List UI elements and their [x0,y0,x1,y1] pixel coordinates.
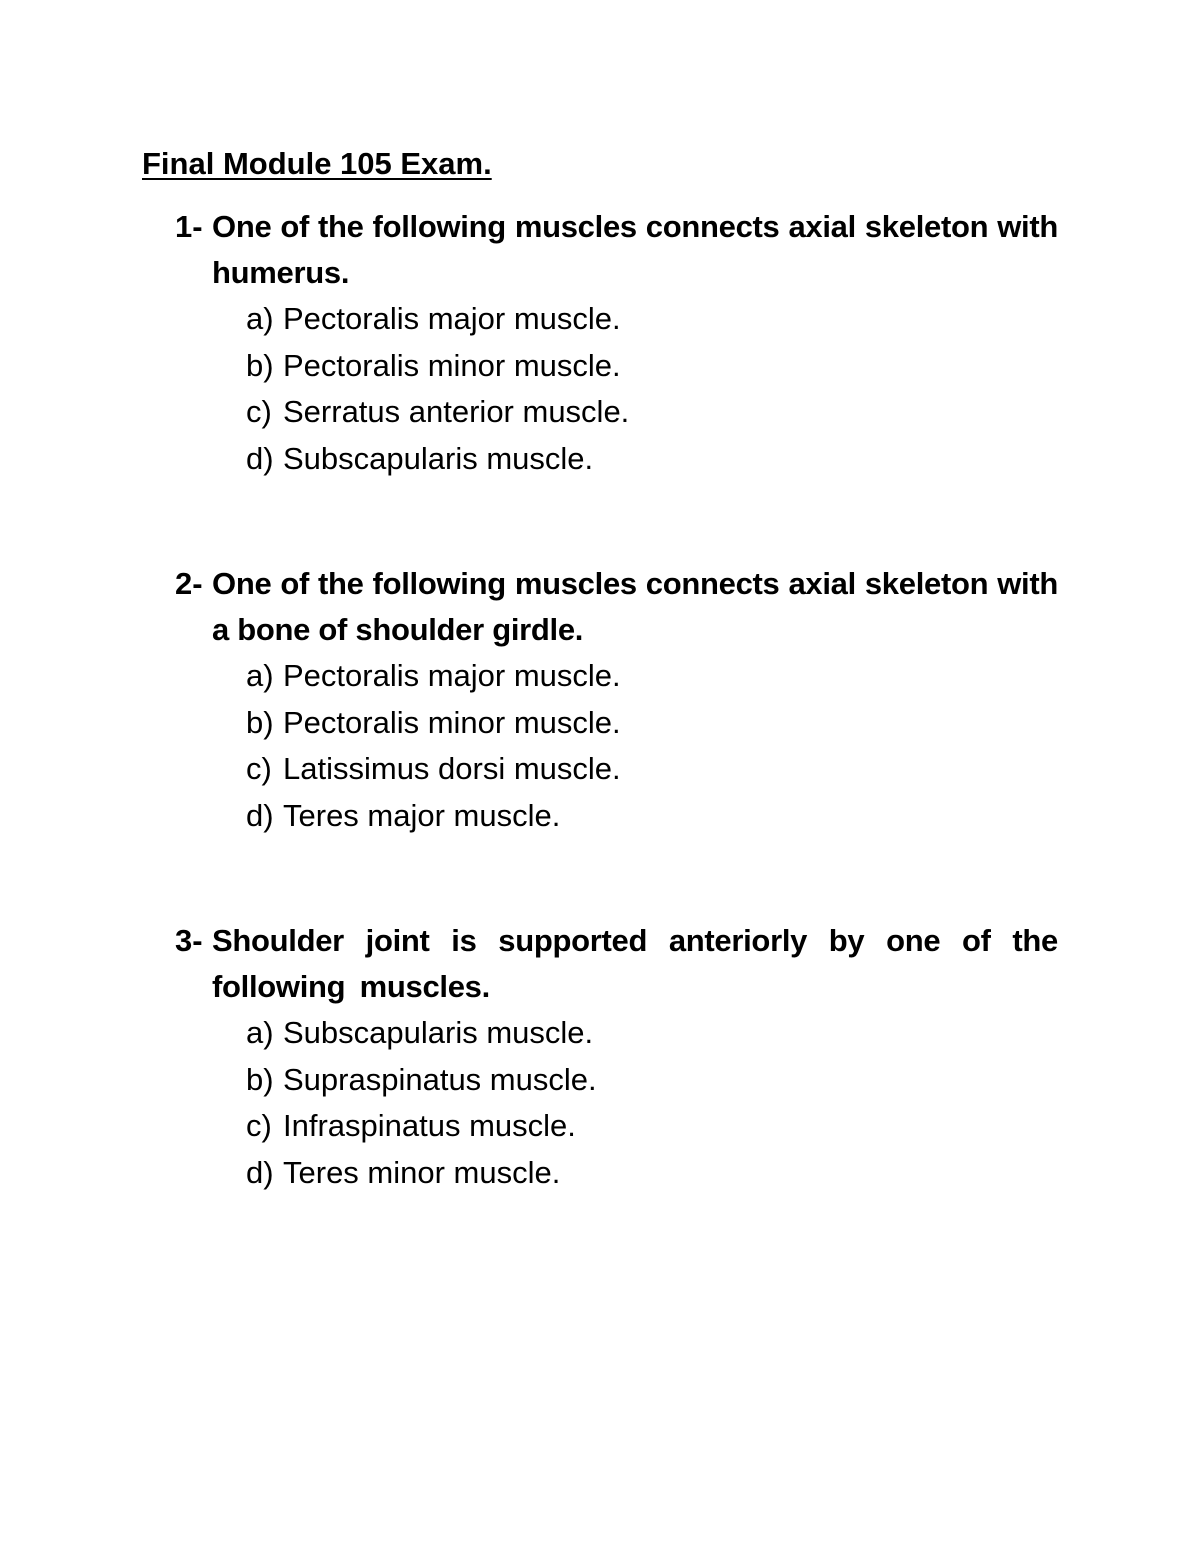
option-text: Pectoralis major muscle. [283,658,621,693]
question-stem [175,918,1058,1010]
option-list [175,1010,1058,1196]
option-text: Latissimus dorsi muscle. [283,751,621,786]
option-b [175,700,1058,747]
option-letter: a) [246,658,274,693]
question-2 [175,561,1058,839]
option-c [175,1103,1058,1150]
question-1 [175,204,1058,482]
question-3 [175,918,1058,1196]
option-letter: b) [246,704,274,740]
question-number: 2- [175,566,203,601]
question-stem [175,561,1058,653]
option-letter: d) [246,1154,274,1190]
option-letter: a) [246,1015,274,1050]
option-letter: b) [246,347,274,383]
option-list [175,296,1058,482]
question-number: 3- [175,923,203,958]
option-text: Subscapularis muscle. [283,1015,594,1050]
option-letter: c) [246,394,272,429]
option-text: Teres minor muscle. [283,1154,561,1190]
option-letter: c) [246,751,272,786]
option-text: Pectoralis major muscle. [283,301,621,336]
option-c [175,746,1058,793]
question-number: 1- [175,209,203,244]
option-b [175,1057,1058,1104]
option-text: Infraspinatus muscle. [283,1108,576,1143]
question-stem [175,204,1058,296]
option-text: Teres major muscle. [283,797,561,833]
option-d [175,793,1058,840]
option-list [175,653,1058,839]
option-a [175,1010,1058,1057]
option-b [175,343,1058,390]
question-text: One of the following muscles connects axial skeleton with humerus. [212,209,1058,290]
option-letter: b) [246,1061,274,1097]
option-text: Pectoralis minor muscle. [283,704,621,740]
page-title: Final Module 105 Exam. [142,146,492,181]
option-d [175,1150,1058,1197]
option-d [175,436,1058,483]
question-text: Shoulder joint is supported anteriorly by one of the following muscles. [212,923,1058,1004]
question-text: One of the following muscles connects axial skeleton with a bone of shoulder girdle. [212,566,1058,647]
option-letter: a) [246,301,274,336]
option-text: Supraspinatus muscle. [283,1061,597,1097]
option-text: Subscapularis muscle. [283,440,594,476]
option-a [175,653,1058,700]
option-letter: d) [246,440,274,476]
option-text: Serratus anterior muscle. [283,394,630,429]
option-text: Pectoralis minor muscle. [283,347,621,383]
option-letter: c) [246,1108,272,1143]
option-letter: d) [246,797,274,833]
option-c [175,389,1058,436]
option-a [175,296,1058,343]
